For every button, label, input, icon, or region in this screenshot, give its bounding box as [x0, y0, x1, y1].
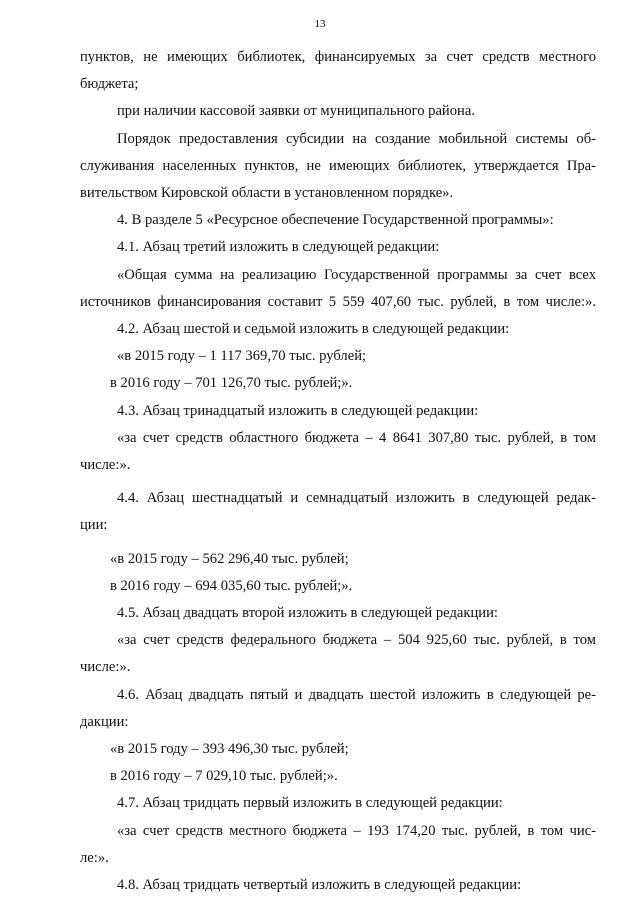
text-line: 4.7. Абзац тридцать первый изложить в следующей редакции: — [117, 795, 503, 812]
text-line: 4.6. Абзац двадцать пятый и двадцать шестой изложить в следующей ре- — [117, 686, 596, 703]
text-line: 4.1. Абзац третий изложить в следующей редакции: — [117, 239, 440, 256]
text-line: 4.4. Абзац шестнадцатый и семнадцатый изложить в следующей редак- — [117, 490, 596, 507]
text-line: при наличии кассовой заявки от муниципального района. — [117, 103, 475, 120]
text-line: в 2016 году – 7 029,10 тыс. рублей;». — [110, 768, 338, 785]
text-line: «в 2015 году – 1 117 369,70 тыс. рублей; — [117, 348, 367, 365]
text-line: Порядок предоставления субсидии на создание мобильной системы об- — [117, 130, 596, 147]
text-line: ции: — [80, 517, 108, 534]
text-line: вительством Кировской области в установленном порядке». — [80, 185, 454, 202]
text-line: 4.5. Абзац двадцать второй изложить в следующей редакции: — [117, 605, 498, 622]
text-line: источников финансирования составит 5 559 407,60 тыс. рублей, в том числе:». — [80, 293, 596, 310]
text-line: служивания населенных пунктов, не имеющих библиотек, утверждается Пра- — [80, 157, 596, 174]
text-line: «за счет средств федерального бюджета – 504 925,60 тыс. рублей, в том — [117, 632, 596, 649]
text-line: пунктов, не имеющих библиотек, финансируемых за счет средств местного — [80, 49, 596, 65]
text-line: 4.3. Абзац тринадцатый изложить в следующей редакции: — [117, 402, 479, 419]
text-line: 4.2. Абзац шестой и седьмой изложить в следующей редакции: — [117, 321, 510, 338]
text-line: в 2016 году – 694 035,60 тыс. рублей;». — [110, 577, 353, 594]
text-line: «Общая сумма на реализацию Государственной программы за счет всех — [117, 266, 596, 283]
text-line: 4. В разделе 5 «Ресурсное обеспечение Государственной программы»: — [117, 212, 554, 229]
text-line: дакции: — [80, 713, 129, 730]
text-line: «за счет средств областного бюджета – 4 8641 307,80 тыс. рублей, в том — [117, 429, 596, 446]
text-line: числе:». — [80, 457, 131, 474]
text-line: ле:». — [80, 849, 109, 866]
text-line: числе:». — [80, 659, 131, 676]
text-line: бюджета; — [80, 76, 139, 93]
page-number: 13 — [314, 18, 326, 30]
text-line: 4.8. Абзац тридцать четвертый изложить в следующей редакции: — [117, 877, 522, 894]
text-line: «в 2015 году – 393 496,30 тыс. рублей; — [110, 741, 349, 758]
text-line: «в 2015 году – 562 296,40 тыс. рублей; — [110, 550, 349, 567]
document-body — [80, 44, 596, 899]
text-line: «за счет средств местного бюджета – 193 174,20 тыс. рублей, в том чис- — [117, 822, 596, 839]
text-line: в 2016 году – 701 126,70 тыс. рублей;». — [110, 375, 353, 392]
